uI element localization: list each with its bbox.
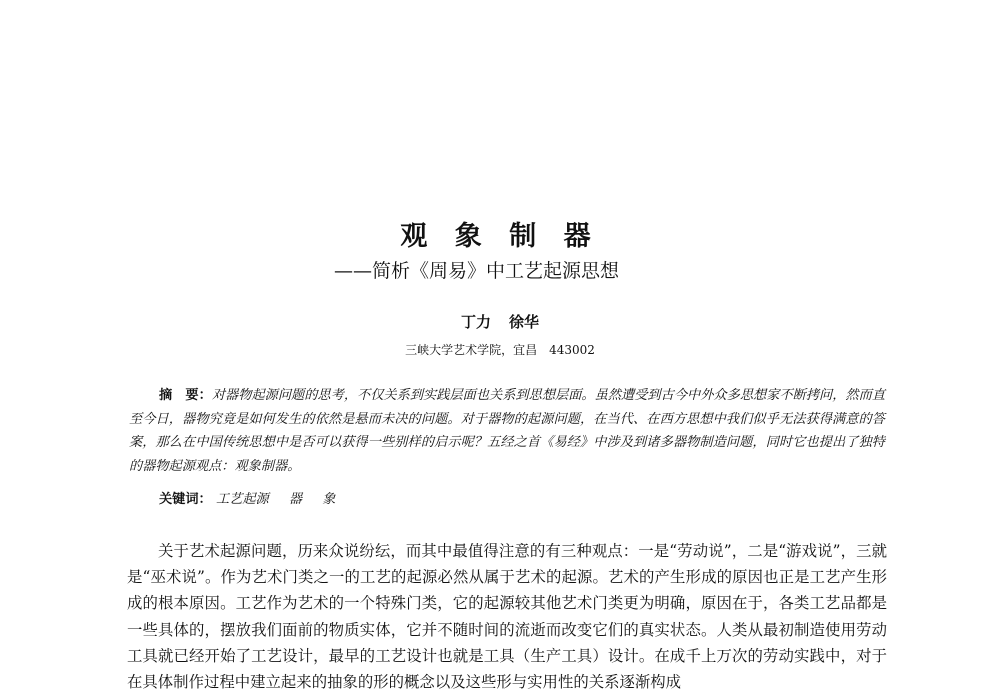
author-list	[0, 311, 1000, 332]
author-affiliation: 三峡大学艺术学院，宜昌 443002	[405, 343, 595, 357]
keywords	[159, 488, 351, 507]
body-text	[127, 538, 887, 695]
keywords-label: 关键词：	[159, 492, 212, 507]
abstract-label: 摘 要：	[159, 388, 212, 403]
keyword: 工艺起源	[215, 492, 269, 507]
abstract-text: 对器物起源问题的思考，不仅关系到实践层面也关系到思想层面。虽然遭受到古今中外众多思想家不断拷问，然而直至今日，器物究竟是如何发生的依然是悬而未决的问题。对于器物的起源问题，在当代、在西方思想中我们似乎无法获得满意的答案，那么在中国传统思想中是否可以获得一些别样的启示呢？五经之首《易经》中涉及到诸多器物制造问题，同时它也提出了独特的器物起源观点：观象制器。	[129, 388, 886, 474]
paper-title: 观 象 制 器	[400, 221, 600, 252]
abstract	[129, 384, 885, 478]
author-name: 徐华	[509, 313, 540, 331]
paper-subtitle: ——简析《周易》中工艺起源思想	[334, 260, 620, 282]
keyword: 器	[288, 492, 303, 507]
body-paragraph: 关于艺术起源问题，历来众说纷纭，而其中最值得注意的有三种观点：一是“劳动说”，二是“游戏说”，三就是“巫术说”。作为艺术门类之一的工艺的起源必然从属于艺术的起源。艺术的产生形成的原因也正是工艺产生形成的根本原因。工艺作为艺术的一个特殊门类，它的起源较其他艺术门类更为明确，原因在于，各类工艺品都是一些具体的，摆放我们面前的物质实体，它并不随时间的流逝而改变它们的真实状态。人类从最初制造使用劳动工具就已经开始了工艺设计，最早的工艺设计也就是工具（生产工具）设计。在成千上万次的劳动实践中，对于在具体制作过程中建立起来的抽象的形的概念以及这些形与实用性的关系逐渐构成	[127, 542, 887, 692]
keyword: 象	[322, 492, 336, 507]
author-name: 丁力	[460, 313, 491, 331]
